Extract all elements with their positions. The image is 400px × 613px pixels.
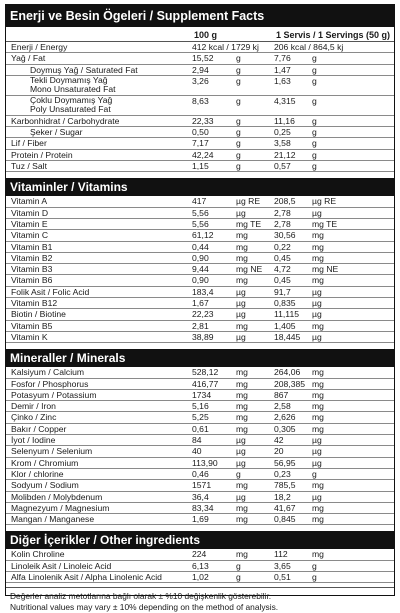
unit-per-100g: µg [236,491,246,502]
label-title: Enerji ve Besin Ögeleri / Supplement Facts [6,5,394,27]
unit-per-serving: mg [312,514,324,525]
table-row [6,287,394,298]
table-row [6,150,394,161]
value-per-serving: 18,445 [274,331,301,342]
value-per-100g: 0,50 [192,127,209,138]
row-label: Çoklu Doymamış Yağ [30,94,113,105]
unit-per-100g: mg NE [236,264,263,275]
unit-per-serving: µg [312,298,322,309]
value-per-100g: 15,52 [192,53,214,64]
value-per-100g: 42,24 [192,149,214,160]
value-per-100g: 3,26 [192,75,209,86]
row-label: Vitamin E [11,218,48,229]
value-per-100g: 1734 [192,389,212,400]
unit-per-serving: mg [312,423,324,434]
value-per-serving: 20 [274,446,284,457]
value-per-serving: 1,47 [274,64,291,75]
unit-per-100g: g [236,127,241,138]
table-row [6,161,394,172]
value-per-100g: 0,61 [192,423,209,434]
unit-per-serving: µg [312,286,322,297]
row-label: Doymuş Yağ / Saturated Fat [30,64,138,75]
unit-per-serving: µg [312,309,322,320]
unit-per-serving: g [312,571,317,582]
value-per-100g: 412 kcal / 1729 kj [192,42,259,52]
minerals-section [6,367,394,525]
table-row [6,230,394,241]
table-row [6,116,394,127]
per-100g-header: 100 g [194,30,218,40]
unit-per-100g: g [236,161,241,172]
table-row [6,242,394,253]
unit-per-100g: µg RE [236,196,261,207]
unit-per-serving: g [312,53,317,64]
row-label: Vitamin B3 [11,264,53,275]
value-per-serving: 264,06 [274,367,301,378]
table-row [6,446,394,457]
unit-per-100g: µg [236,446,246,457]
unit-per-serving: mg [312,401,324,412]
value-per-serving: 785,5 [274,480,296,491]
value-per-100g: 5,56 [192,218,209,229]
table-row [6,480,394,491]
unit-per-serving: g [312,64,317,75]
table-row [6,264,394,275]
row-label: Protein / Protein [11,149,73,160]
value-per-100g: 0,90 [192,252,209,263]
unit-per-100g: µg [236,207,246,218]
table-row [6,401,394,412]
value-per-serving: 0,51 [274,571,291,582]
unit-per-100g: mg [236,549,248,560]
unit-per-100g: mg [236,241,248,252]
value-per-100g: 36,4 [192,491,209,502]
row-label: Lif / Fiber [11,138,47,149]
value-per-100g: 2,94 [192,64,209,75]
table-row [6,549,394,560]
value-per-100g: 1,67 [192,298,209,309]
row-label-secondary: Poly Unsaturated Fat [30,104,111,115]
value-per-serving: 0,835 [274,298,296,309]
value-per-serving: 30,56 [274,230,296,241]
unit-per-100g: g [236,149,241,160]
value-per-serving: 1,63 [274,75,291,86]
value-per-serving: 41,67 [274,502,296,513]
unit-per-serving: g [312,138,317,149]
unit-per-serving: mg [312,367,324,378]
row-label: Vitamin B12 [11,298,58,309]
row-label: Vitamin B1 [11,241,53,252]
value-per-serving: 0,305 [274,423,296,434]
unit-per-serving: g [312,468,317,479]
footer-note-tr: Değerler analiz metotlarına bağlı olarak ± %10 değişkenlik gösterebilir. [10,591,272,602]
value-per-serving: 0,45 [274,275,291,286]
value-per-serving: 21,12 [274,149,296,160]
unit-per-100g: mg [236,378,248,389]
value-per-100g: 22,33 [192,115,214,126]
value-per-serving: 2,626 [274,412,296,423]
value-per-serving: 7,76 [274,53,291,64]
value-per-100g: 6,13 [192,560,209,571]
row-label: Folik Asit / Folic Acid [11,286,90,297]
value-per-100g: 61,12 [192,230,214,241]
nutrients-section [6,42,394,172]
unit-per-serving: mg [312,412,324,423]
value-per-100g: 0,46 [192,468,209,479]
table-row [6,275,394,286]
row-label-secondary: Mono Unsaturated Fat [30,84,116,95]
table-row [6,435,394,446]
row-label: Vitamin B6 [11,275,53,286]
value-per-100g: 1,69 [192,514,209,525]
unit-per-serving: mg [312,241,324,252]
row-label: Alfa Linolenik Asit / Alpha Linolenic Acid [11,571,162,582]
table-row [6,514,394,525]
table-row [6,138,394,149]
value-per-100g: 5,16 [192,401,209,412]
row-label: Çinko / Zinc [11,412,57,423]
table-row [6,367,394,378]
value-per-100g: 0,44 [192,241,209,252]
unit-per-serving: µg [312,207,322,218]
unit-per-100g: mg [236,230,248,241]
value-per-serving: 1,405 [274,320,296,331]
value-per-100g: 1,15 [192,161,209,172]
unit-per-serving: mg [312,320,324,331]
unit-per-serving: mg [312,389,324,400]
value-per-100g: 83,34 [192,502,214,513]
value-per-100g: 8,63 [192,95,209,106]
unit-per-serving: µg RE [312,196,337,207]
unit-per-100g: µg [236,286,246,297]
value-per-100g: 40 [192,446,202,457]
unit-per-serving: g [312,127,317,138]
table-row [6,96,394,116]
unit-per-100g: mg [236,367,248,378]
supplement-facts-label [5,4,395,613]
table-row [6,492,394,503]
unit-per-100g: mg [236,275,248,286]
unit-per-100g: g [236,115,241,126]
unit-per-100g: mg [236,423,248,434]
value-per-100g: 417 [192,196,207,207]
value-per-serving: 867 [274,389,289,400]
row-label: Vitamin A [11,196,48,207]
row-label: Vitamin B5 [11,320,53,331]
value-per-serving: 11,16 [274,115,295,126]
table-row [6,561,394,572]
minerals-heading: Mineraller / Minerals [6,349,394,367]
value-per-100g: 2,81 [192,320,209,331]
table-row [6,572,394,583]
unit-per-serving: g [312,560,317,571]
unit-per-100g: mg [236,320,248,331]
value-per-serving: 3,58 [274,138,291,149]
table-row [6,298,394,309]
row-label: Kalsiyum / Calcium [11,367,85,378]
row-label: Fosfor / Phosphorus [11,378,89,389]
row-label: Klor / chlorine [11,468,64,479]
unit-per-serving: mg [312,480,324,491]
row-label: İyot / Iodine [11,435,56,446]
per-serving-header: 1 Servis / 1 Servings (50 g) [276,30,391,40]
row-label: Molibden / Molybdenum [11,491,103,502]
value-per-100g: 22,23 [192,309,214,320]
value-per-100g: 1571 [192,480,212,491]
unit-per-serving: mg [312,549,324,560]
other-ingredients-section [6,549,394,583]
unit-per-100g: g [236,53,241,64]
unit-per-100g: mg [236,412,248,423]
unit-per-100g: mg [236,401,248,412]
unit-per-100g: µg [236,435,246,446]
table-row [6,219,394,230]
unit-per-100g: mg [236,389,248,400]
value-per-serving: 206 kcal / 864,5 kj [274,42,344,52]
row-label: Potasyum / Potassium [11,389,97,400]
table-row [6,469,394,480]
value-per-serving: 2,78 [274,207,291,218]
unit-per-serving: mg [312,502,324,513]
unit-per-100g: mg [236,514,248,525]
unit-per-100g: g [236,64,241,75]
unit-per-100g: mg [236,252,248,263]
value-per-100g: 528,12 [192,367,219,378]
unit-per-100g: mg TE [236,218,262,229]
table-row [6,503,394,514]
unit-per-serving: g [312,95,317,106]
value-per-serving: 0,45 [274,252,291,263]
value-per-serving: 0,57 [274,161,291,172]
table-row [6,390,394,401]
row-label: Enerji / Energy [11,42,68,52]
value-per-100g: 9,44 [192,264,209,275]
unit-per-100g: g [236,571,241,582]
row-label: Linoleik Asit / Linoleic Acid [11,560,112,571]
unit-per-serving: µg [312,331,322,342]
unit-per-serving: mg TE [312,218,338,229]
row-label: Bakır / Copper [11,423,67,434]
unit-per-serving: mg [312,230,324,241]
unit-per-serving: µg [312,491,322,502]
row-label: Sodyum / Sodium [11,480,79,491]
table-row [6,196,394,207]
value-per-serving: 0,25 [274,127,291,138]
value-per-100g: 1,02 [192,571,209,582]
value-per-serving: 208,385 [274,378,306,389]
unit-per-100g: mg [236,480,248,491]
table-row [6,332,394,343]
table-row [6,127,394,138]
value-per-100g: 416,77 [192,378,219,389]
value-per-100g: 7,17 [192,138,209,149]
unit-per-100g: µg [236,309,246,320]
footer-note-en: Nutritional values may vary ± 10% depending on the method of analysis. [10,602,279,613]
row-label: Magnezyum / Magnesium [11,502,110,513]
unit-per-100g: g [236,468,241,479]
value-per-serving: 2,58 [274,401,291,412]
table-row [6,208,394,219]
row-label: Kolin Chroline [11,549,65,560]
unit-per-serving: mg [312,275,324,286]
unit-per-serving: mg [312,252,324,263]
unit-per-100g: g [236,560,241,571]
value-per-100g: 113,90 [192,457,218,468]
value-per-serving: 4,315 [274,95,296,106]
unit-per-100g: g [236,95,241,106]
unit-per-serving: mg [312,378,324,389]
unit-per-serving: µg [312,446,322,457]
value-per-100g: 224 [192,549,207,560]
row-label: Mangan / Manganese [11,514,95,525]
value-per-serving: 56,95 [274,457,296,468]
unit-per-100g: g [236,138,241,149]
row-label: Vitamin C [11,230,49,241]
unit-per-serving: g [312,115,317,126]
column-headers [6,27,394,42]
unit-per-serving: µg [312,435,322,446]
other-ingredients-heading: Diğer İçerikler / Other ingredients [6,531,394,549]
value-per-serving: 91,7 [274,286,291,297]
unit-per-serving: g [312,75,317,86]
row-label: Krom / Chromium [11,457,79,468]
unit-per-100g: µg [236,457,246,468]
row-label: Biotin / Biotine [11,309,66,320]
footer-note [6,587,394,613]
row-label: Vitamin B2 [11,252,53,263]
row-label: Şeker / Sugar [30,127,83,138]
table-row [6,379,394,390]
unit-per-serving: mg NE [312,264,339,275]
unit-per-100g: µg [236,298,246,309]
row-label: Selenyum / Selenium [11,446,93,457]
unit-per-100g: g [236,75,241,86]
table-row [6,412,394,423]
value-per-100g: 183,4 [192,286,214,297]
table-row [6,309,394,320]
unit-per-serving: µg [312,457,322,468]
table-row [6,321,394,332]
value-per-serving: 208,5 [274,196,296,207]
table-row [6,458,394,469]
unit-per-100g: mg [236,502,248,513]
value-per-serving: 11,115 [274,309,300,320]
value-per-serving: 18,2 [274,491,291,502]
row-label: Demir / Iron [11,401,56,412]
value-per-serving: 0,845 [274,514,296,525]
table-row [6,53,394,64]
value-per-serving: 112 [274,549,288,560]
table-row [6,76,394,96]
vitamins-section [6,196,394,343]
value-per-serving: 4,72 [274,264,291,275]
value-per-serving: 2,78 [274,218,291,229]
row-label: Vitamin D [11,207,49,218]
row-label: Karbonhidrat / Carbohydrate [11,115,120,126]
value-per-100g: 5,56 [192,207,209,218]
value-per-serving: 42 [274,435,284,446]
unit-per-serving: g [312,161,317,172]
value-per-serving: 0,23 [274,468,291,479]
value-per-100g: 5,25 [192,412,209,423]
row-label: Tuz / Salt [11,161,47,172]
value-per-100g: 0,90 [192,275,209,286]
row-label: Yağ / Fat [11,53,46,64]
table-row [6,253,394,264]
table-row [6,424,394,435]
row-label: Vitamin K [11,331,48,342]
value-per-serving: 3,65 [274,560,291,571]
row-label: Tekli Doymamış Yağ [30,74,108,85]
unit-per-serving: g [312,149,317,160]
table-row [6,42,394,53]
vitamins-heading: Vitaminler / Vitamins [6,178,394,196]
value-per-100g: 38,89 [192,331,214,342]
value-per-serving: 0,22 [274,241,291,252]
unit-per-100g: µg [236,331,246,342]
value-per-100g: 84 [192,435,202,446]
